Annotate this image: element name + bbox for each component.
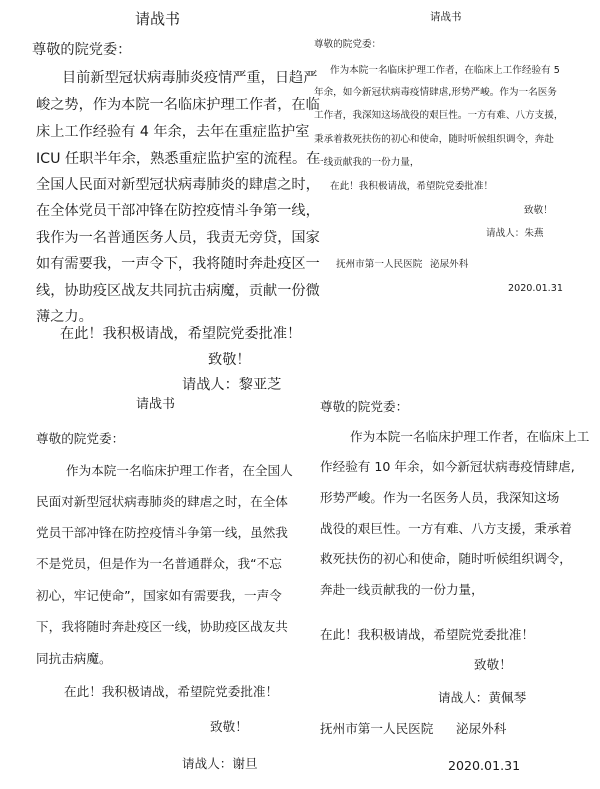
closing-request: 在此！我积极请战，希望院党委批准！	[320, 627, 535, 642]
body-line: 救死扶伤的初心和使命，随时听候组织调令，	[320, 551, 572, 566]
body-line: 战役的艰巨性。一方有难、八方支援，秉承着	[320, 521, 572, 536]
hospital-name: 抚州市第一人民医院	[336, 259, 423, 270]
regards: 致敬！	[524, 205, 553, 216]
body-line: 作为本院一名临床护理工作者，在全国人	[66, 463, 293, 478]
body-line: 工作者，我深知这场战役的艰巨性。一方有难、八方支援，	[314, 110, 564, 121]
body-line: 我作为一名普通医务人员，我责无旁贷，国家	[36, 230, 320, 246]
body-line: 同抗击病魔。	[36, 651, 112, 666]
body-line: 形势严峻。作为一名医务人员，我深知这场	[320, 490, 560, 505]
salutation: 尊敬的院党委：	[314, 39, 382, 50]
body-line: 作经验有 10 年余，如今新冠状病毒疫情肆虐,	[320, 459, 575, 474]
body-line: 目前新型冠状病毒肺炎疫情严重，日趋严	[62, 70, 318, 86]
body-line: 下，我将随时奔赴疫区一线，协助疫区战友共	[36, 619, 288, 634]
regards: 致敬！	[210, 719, 248, 734]
salutation: 尊敬的院党委：	[32, 42, 132, 58]
body-line: 初心，牢记使命”，国家如有需要我，一声令	[36, 588, 282, 603]
body-line: 不是党员，但是作为一名普通群众，我“不忘	[36, 556, 282, 571]
closing-request: 在此！我积极请战，希望院党委批准！	[60, 326, 302, 342]
body-line: 奔赴一线贡献我的一份力量，	[320, 582, 484, 597]
closing-request: 在此！我积极请战，希望院党委批准！	[330, 181, 494, 192]
body-line: 在全体党员干部冲锋在防控疫情斗争第一线，	[36, 203, 320, 219]
department: 泌尿外科	[456, 721, 507, 736]
salutation: 尊敬的院党委：	[36, 431, 125, 446]
closing-request: 在此！我积极请战，希望院党委批准！	[64, 684, 279, 699]
date: 2020.01.31	[508, 283, 563, 294]
signer: 请战人：朱燕	[486, 228, 544, 239]
body-line: 党员干部冲锋在防控疫情斗争第一线，虽然我	[36, 525, 288, 540]
signer: 请战人：谢旦	[182, 756, 258, 771]
body-line: 线，协助疫区战友共同抗击病魔，贡献一份微	[36, 283, 320, 299]
signer: 请战人：黄佩琴	[438, 690, 527, 705]
hospital-name: 抚州市第一人民医院	[320, 721, 434, 736]
regards: 致敬！	[474, 657, 512, 672]
body-line: 民面对新型冠状病毒肺炎的肆虐之时，在全体	[36, 494, 288, 509]
letter-title: 请战书	[136, 397, 176, 412]
department: 泌尿外科	[430, 259, 469, 270]
body-line: 薄之力。	[36, 309, 93, 325]
body-line: 床上工作经验有 4 年余，去年在重症监护室	[36, 124, 310, 140]
body-line: 作为本院一名临床护理工作者，在临床上工作经验有 5	[330, 65, 560, 76]
body-line: 如有需要我，一声令下，我将随时奔赴疫区一	[36, 256, 320, 272]
date: 2020.01.31	[448, 758, 521, 773]
body-line: 峻之势，作为本院一名临床护理工作者，在临	[36, 97, 320, 113]
body-line: 全国人民面对新型冠状病毒肺炎的肆虐之时，	[36, 177, 320, 193]
body-line: 作为本院一名临床护理工作者，在临床上工	[350, 429, 590, 444]
regards: 致敬！	[208, 352, 251, 368]
body-line: 秉承着救死扶伤的初心和使命，随时听候组织调令，奔赴	[314, 134, 554, 145]
letter-title: 请战书	[430, 11, 462, 23]
letter-title: 请战书	[135, 10, 181, 28]
body-line: 一线贡献我的一份力量，	[314, 157, 420, 168]
body-line: 年余，如今新冠状病毒疫情肆虐,形势严峻。作为一名医务	[314, 87, 557, 98]
signer: 请战人：黎亚芝	[182, 377, 282, 393]
salutation: 尊敬的院党委：	[320, 399, 409, 414]
body-line: ICU 任职半年余，熟悉重症监护室的流程。在	[36, 151, 321, 167]
